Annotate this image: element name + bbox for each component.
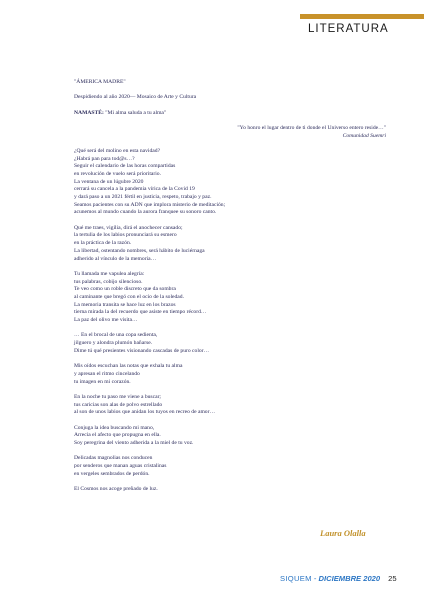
magazine-name: SIQUEM — [280, 574, 312, 583]
poem-title: "ÁMERICA MADRE" — [74, 79, 126, 85]
poem-line: Mis oídos escuchan las notas que exhala tu alma — [74, 363, 183, 370]
poem-line: La libertad, ostentando nombres, será hábito de luciérnaga — [74, 247, 205, 254]
poem-line: en la práctica de la razón. — [74, 240, 132, 247]
poem-line: La ventana de un lúgubre 2020 — [74, 178, 144, 185]
stanza-gap — [74, 263, 384, 271]
poem-line: y dará paso a un 2021 fértil en justicia, respeto, trabajo y paz. — [74, 194, 212, 200]
poem-line: al son de unos labios que anidan los tuyos en recreo de amor… — [74, 409, 216, 416]
stanza — [74, 225, 384, 263]
page-footer — [280, 574, 397, 583]
poem-dedication: Despidiendo al año 2020— Mosaico de Arte y Cultura — [74, 94, 197, 101]
poem-line: y apresan el ritmo cincelando — [74, 370, 140, 377]
poem-line: tus palabras, cobijo silencioso. — [74, 278, 143, 285]
stanza — [74, 455, 384, 478]
poem-line: Dime tú qué presientes visionando cascadas de puro color… — [74, 347, 210, 354]
poem-content — [74, 79, 384, 494]
stanza — [74, 425, 384, 448]
poem-line: tierna mirada la del recuerdo que asiste en tiempo récord… — [74, 309, 207, 316]
poem-line: acunemos al mundo cuando la aurora franquee su sonoro canto. — [74, 209, 217, 216]
poem-line: … En el brocal de una copa sedienta, — [74, 332, 158, 339]
poem-line: La paz del olivo me visita… — [74, 317, 138, 323]
stanza — [74, 332, 384, 355]
stanza — [74, 363, 384, 386]
stanza — [74, 394, 384, 417]
poem-line: cerrará su cancela a la pandemia vírica de la Covid 19 — [74, 186, 195, 193]
issue-label: DICIEMBRE 2020 — [318, 574, 381, 583]
poem-line: Arrecia el afecto que propugna en ella. — [74, 432, 161, 439]
namaste-label: NAMASTÉ: — [74, 109, 104, 116]
page-number: 25 — [388, 574, 397, 583]
namaste-text: "Mi alma saluda a tu alma" — [103, 109, 167, 116]
poem-line: Seamos pacientes con su ADN que implora misterio de meditación; — [74, 201, 226, 208]
poem-line: La memoria transita se hace luz en los brazos — [74, 301, 176, 308]
footer-separator: - — [311, 574, 319, 583]
poem-line: Conjuga la idea buscando mi mano, — [74, 424, 155, 431]
epigraph-quote: "Yo honro el lugar dentro de ti donde el Universo entero reside…" — [237, 125, 386, 132]
stanza-gap — [74, 325, 384, 333]
poem-line: ¿Habrá pan para tod@s…? — [74, 155, 135, 162]
stanza-gap — [74, 386, 384, 394]
poem-line: Qué me traes, vigilia, dirá el anochecer cansado; — [74, 224, 183, 231]
section-title: LITERATURA — [308, 23, 389, 35]
epigraph — [74, 125, 386, 140]
poem-line: al caminante que bregó con el ocio de la soledad. — [74, 293, 184, 300]
poem-line: Soy peregrina del viento adherida a la miel de tu voz. — [74, 440, 194, 446]
poem-line: jilguero y alondra plumón bañarse. — [74, 340, 153, 347]
poem-line: adherido al vínculo de la memoria… — [74, 255, 157, 262]
stanza — [74, 486, 384, 494]
poem-stanzas — [74, 148, 384, 494]
poem-line: Tu llamada me vapulea alegría: — [74, 270, 145, 277]
poem-line: tu imagen en mi corazón. — [74, 378, 131, 385]
author-signature: Laura Olalla — [320, 528, 366, 538]
poem-line: En la noche tu paso me viene a buscar; — [74, 393, 161, 400]
poem-line: ¿Qué será del molino en esta navidad? — [74, 147, 161, 154]
stanza-gap — [74, 217, 384, 225]
poem-line: la tertulia de los labios pronunciará su esmero — [74, 232, 177, 239]
poem-line: Delicadas magnolias nos conducen — [74, 455, 153, 462]
header-accent-bar — [300, 14, 424, 19]
stanza-gap — [74, 417, 384, 425]
poem-line: tus caricias son alas de polvo estrellado — [74, 401, 163, 408]
section-header — [300, 14, 424, 36]
poem-line: en vergeles sembrados de perdón. — [74, 470, 150, 477]
stanza-gap — [74, 478, 384, 486]
namaste-line — [74, 110, 384, 118]
stanza — [74, 271, 384, 325]
poem-line: Te veo como un roble discreto que da sombra — [74, 286, 176, 293]
poem-line: por senderos que manan aguas cristalinas — [74, 463, 167, 470]
poem-line: El Cosmos nos acoge preñado de luz. — [74, 486, 158, 493]
stanza-gap — [74, 355, 384, 363]
stanza — [74, 148, 384, 217]
poem-line: en revolución de vuelo será prioritario. — [74, 170, 161, 177]
stanza-gap — [74, 448, 384, 456]
epigraph-author: Comunidad Suemri — [342, 133, 386, 140]
poem-line: Seguir el calendario de las horas compartidas — [74, 163, 176, 170]
